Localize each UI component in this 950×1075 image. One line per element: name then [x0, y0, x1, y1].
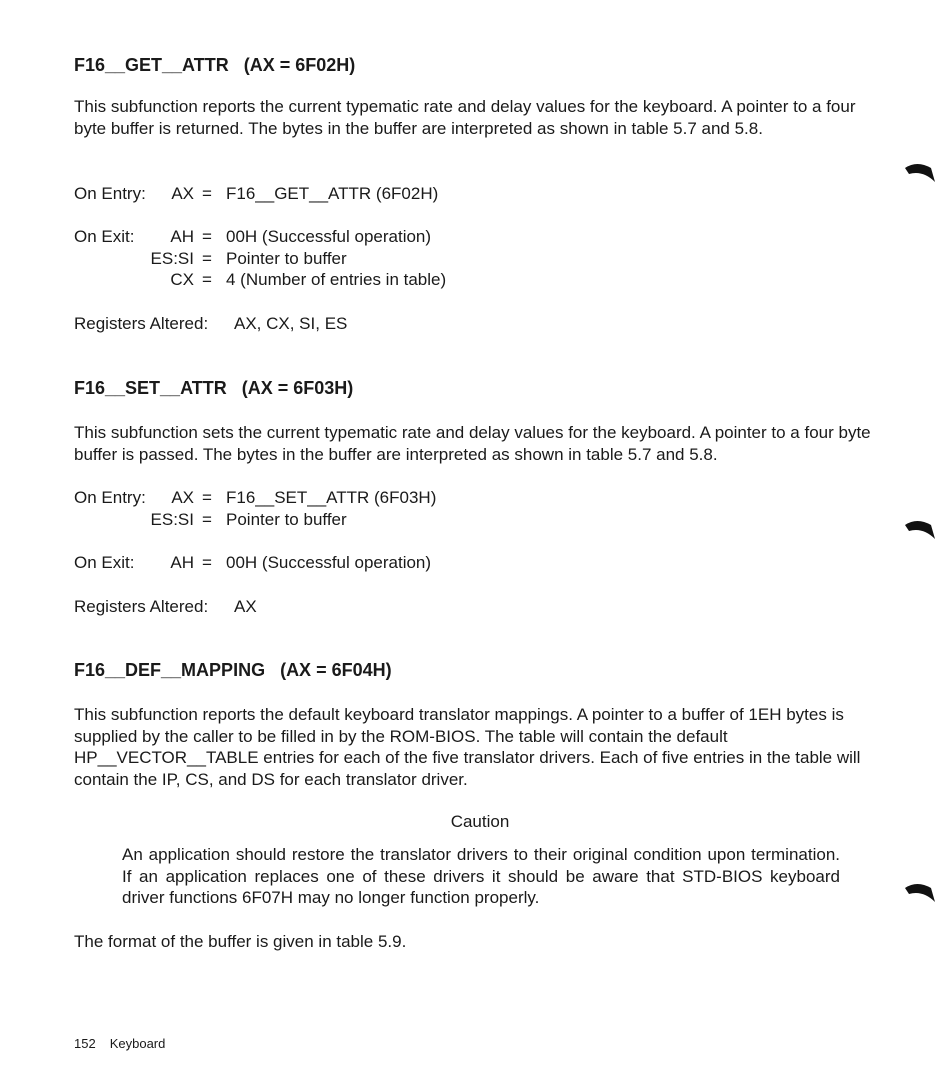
- register-row: [74, 269, 674, 291]
- page-footer: [74, 1036, 179, 1051]
- register-value: 00H (Successful operation): [226, 227, 432, 246]
- register-value: F16__SET__ATTR (6F03H): [226, 488, 437, 507]
- get-attr-on-entry: [74, 183, 674, 205]
- equals-sign: =: [202, 248, 212, 268]
- equals-sign: =: [202, 509, 212, 529]
- section-heading-set-attr: F16__SET__ATTR (AX = 6F03H): [74, 378, 354, 398]
- margin-tab-mark: [903, 160, 937, 184]
- closing-paragraph: The format of the buffer is given in table 5.9.: [74, 932, 407, 951]
- register-name: AX: [171, 488, 194, 507]
- register-row: [74, 509, 674, 531]
- register-row: [74, 487, 674, 509]
- registers-altered-row: [74, 596, 674, 618]
- register-value: 4 (Number of entries in table): [226, 270, 447, 289]
- register-value: F16__GET__ATTR (6F02H): [226, 184, 439, 203]
- register-row: [74, 226, 674, 248]
- chapter-name: Keyboard: [109, 1036, 166, 1051]
- margin-tab-mark: [903, 880, 937, 904]
- equals-sign: =: [202, 270, 212, 289]
- register-row: [74, 183, 674, 205]
- register-name: AH: [170, 227, 194, 246]
- section-description-set-attr: This subfunction sets the current typematic rate and delay values for the keyboard. A pointer to a four byte buffer is passed. The bytes in the buffer are interpreted as shown in table 5.7 and 5.8.: [74, 423, 871, 464]
- caution-text: An application should restore the translator drivers to their original condition upon termination. If an application replaces one of these drivers it should be aware that STD-BIOS keyboard driver functions 6F07H may no longer function properly.: [122, 845, 840, 907]
- register-value: 00H (Successful operation): [226, 553, 432, 572]
- register-name: AX: [171, 184, 194, 203]
- set-attr-registers-altered: [74, 596, 674, 618]
- register-row: [74, 552, 674, 574]
- on-exit-label: On Exit:: [74, 227, 135, 246]
- register-name: AH: [170, 553, 194, 572]
- set-attr-on-exit: [74, 552, 674, 574]
- equals-sign: =: [202, 184, 212, 203]
- registers-altered-value: AX, CX, SI, ES: [234, 314, 348, 333]
- register-row: [74, 248, 674, 270]
- margin-tab-mark: [903, 517, 937, 541]
- register-name: ES:SI: [150, 509, 194, 529]
- get-attr-registers-altered: [74, 313, 674, 335]
- registers-altered-row: [74, 313, 674, 335]
- equals-sign: =: [202, 488, 212, 507]
- section-description-def-mapping: This subfunction reports the default keyboard translator mappings. A pointer to a buffer of 1EH bytes is supplied by the caller to be filled in by the ROM-BIOS. The table will contain the default HP__VECTOR__TABLE entries for each of the five translator drivers. Each of five entries in the table will contain the IP, CS, and DS for each translator driver.: [74, 705, 861, 789]
- equals-sign: =: [202, 553, 212, 572]
- section-description-get-attr: This subfunction reports the current typematic rate and delay values for the keyboard. A pointer to a four byte buffer is returned. The bytes in the buffer are interpreted as shown in table 5.7 and 5.8.: [74, 97, 856, 138]
- registers-altered-value: AX: [234, 597, 257, 616]
- equals-sign: =: [202, 227, 212, 246]
- registers-altered-label: Registers Altered:: [74, 314, 209, 333]
- section-heading-get-attr: F16__GET__ATTR (AX = 6F02H): [74, 55, 356, 75]
- page-number: 152: [74, 1036, 96, 1051]
- on-exit-label: On Exit:: [74, 553, 135, 572]
- set-attr-on-entry: [74, 487, 674, 530]
- register-value: Pointer to buffer: [226, 248, 347, 268]
- on-entry-label: On Entry:: [74, 184, 146, 203]
- registers-altered-label: Registers Altered:: [74, 597, 209, 616]
- register-value: Pointer to buffer: [226, 509, 347, 529]
- get-attr-on-exit: [74, 226, 674, 291]
- section-heading-def-mapping: F16__DEF__MAPPING (AX = 6F04H): [74, 660, 392, 680]
- register-name: ES:SI: [150, 248, 194, 268]
- register-name: CX: [170, 270, 194, 289]
- on-entry-label: On Entry:: [74, 488, 146, 507]
- caution-title: Caution: [450, 812, 510, 831]
